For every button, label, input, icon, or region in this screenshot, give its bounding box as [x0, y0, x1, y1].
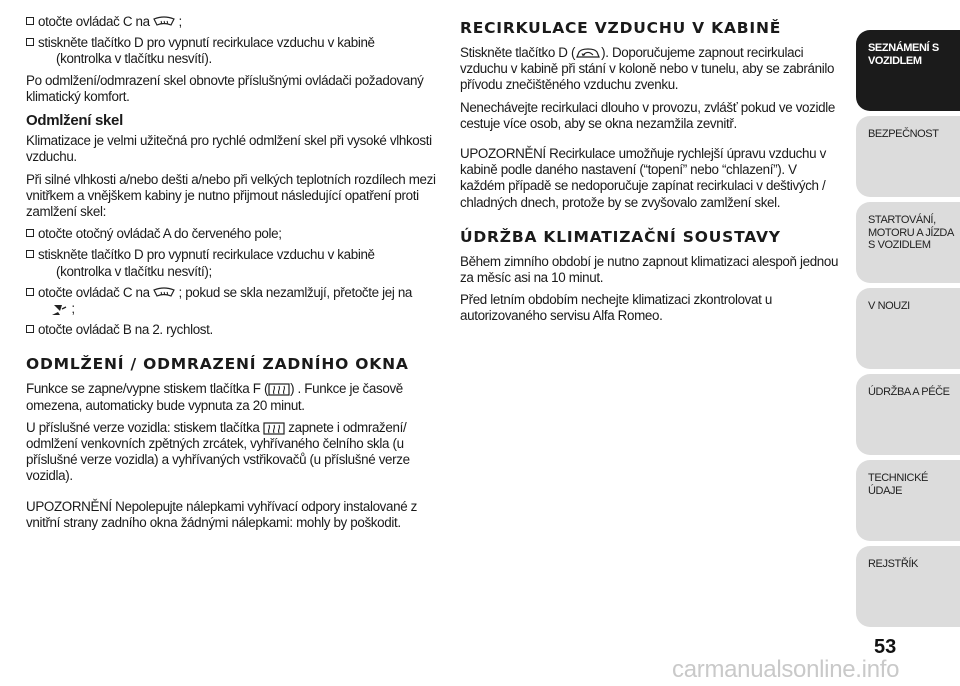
watermark: carmanualsonline.info	[672, 656, 900, 683]
car-recirculation-icon	[575, 47, 601, 60]
paragraph: Nenechávejte recirkulaci dlouho v provozu, zvlášť pokud ve vozidle cestuje více osob, aby se okna nezamžila zevnitř.	[460, 99, 835, 131]
list-item: otočte otočný ovládač A do červeného pole;	[26, 226, 436, 242]
tab-bezpecnost[interactable]: BEZPEČNOST	[856, 116, 960, 197]
paragraph: Během zimního období je nutno zapnout klimatizaci alespoň jednou za měsíc asi na 10 minut.	[460, 253, 839, 286]
tab-udrzba-a-pece[interactable]: ÚDRŽBA A PÉČE	[856, 374, 960, 455]
paragraph: Před letním obdobím nechejte klimatizaci zkontrolovat u autorizovaného servisu Alfa Romeo.	[460, 292, 772, 324]
paragraph: Klimatizace je velmi užitečná pro rychlé odmlžení skel při vysoké vlhkosti vzduchu.	[26, 133, 432, 165]
tab-seznameni-s-vozidlem[interactable]: SEZNÁMENÍ S VOZIDLEM	[856, 30, 960, 111]
paragraph: Při silné vlhkosti a/nebo dešti a/nebo při velkých teplotních rozdílech mezi vnitřkem a vnějškem kabiny je nutno přijmout následující opatření proti zamlžení skel:	[26, 171, 436, 220]
tab-rejstrik[interactable]: REJSTŘÍK	[856, 546, 960, 627]
tab-startovani[interactable]: STARTOVÁNÍ, MOTORU A JÍZDA S VOZIDLEM	[856, 202, 960, 283]
checkbox-bullet-icon	[26, 325, 34, 333]
windscreen-defrost-icon	[153, 287, 175, 299]
list-item: stiskněte tlačítko D pro vypnutí recirkulace vzduchu v kabině (kontrolka v tlačítku nesvítí).	[26, 35, 436, 67]
checkbox-bullet-icon	[26, 38, 34, 46]
tab-technicke-udaje[interactable]: TECHNICKÉ ÚDAJE	[856, 460, 960, 541]
feet-windscreen-icon	[50, 303, 68, 317]
list-item: otočte ovládač B na 2. rychlost.	[26, 322, 436, 338]
page-number: 53	[874, 636, 897, 658]
paragraph: Stiskněte tlačítko D ( ). Doporučujeme zapnout recirkulaci vzduchu v kabině při stání v koloně nebo v tunelu, aby se zabránilo přívodu znečištěného vzduchu zvenku.	[460, 45, 835, 93]
list-item: otočte ovládač C na ;	[26, 14, 436, 30]
section-heading: ODMLŽENÍ / ODMRAZENÍ ZADNÍHO OKNA	[26, 355, 409, 374]
windscreen-defrost-icon	[153, 16, 175, 28]
rear-window-defrost-icon	[268, 383, 290, 396]
rear-window-defrost-icon	[263, 422, 285, 435]
list-item: otočte ovládač C na ; pokud se skla nezamlžují, přetočte jej na ;	[26, 285, 436, 317]
chapter-tabs	[848, 0, 960, 686]
checkbox-bullet-icon	[26, 288, 34, 296]
section-heading: ÚDRŽBA KLIMATIZAČNÍ SOUSTAVY	[460, 227, 781, 246]
checkbox-bullet-icon	[26, 250, 34, 258]
warning-paragraph: UPOZORNĚNÍ Nepolepujte nálepkami vyhřívací odpory instalované z vnitřní strany zadního okna žádnými nálepkami: mohly by poškodit.	[26, 498, 418, 530]
checkbox-bullet-icon	[26, 229, 34, 237]
list-item: stiskněte tlačítko D pro vypnutí recirkulace vzduchu v kabině (kontrolka v tlačítku nesvítí);	[26, 247, 436, 279]
tab-v-nouzi[interactable]: V NOUZI	[856, 288, 960, 369]
paragraph: Po odmlžení/odmrazení skel obnovte příslušnými ovládači požadovaný klimatický komfort.	[26, 72, 424, 104]
paragraph: U příslušné verze vozidla: stiskem tlačítka zapnete i odmražení/ odmlžení venkovních zpětných zrcátek, vyhřívaného čelního skla (u příslušné verze vozidla) a vyhřívaných vstřikovačů (u příslušné verze vozidla).	[26, 419, 410, 484]
checkbox-bullet-icon	[26, 17, 34, 25]
warning-paragraph: UPOZORNĚNÍ Recirkulace umožňuje rychlejší úpravu vzduchu v kabině podle daného nastavení (“topení” nebo “chlazení”). V každém případě se nedoporučuje zapínat recirkulaci v deštivých / chladných dnech, protože by se zvyšovalo zamlžení skel.	[460, 146, 826, 210]
paragraph: Funkce se zapne/vypne stiskem tlačítka F ( ) . Funkce je časově omezena, automaticky bude vypnuta za 20 minut.	[26, 381, 403, 413]
section-heading: RECIRKULACE VZDUCHU V KABINĚ	[460, 19, 782, 37]
left-column	[26, 14, 436, 537]
subheading: Odmlžení skel	[26, 112, 123, 130]
right-column	[460, 14, 840, 331]
